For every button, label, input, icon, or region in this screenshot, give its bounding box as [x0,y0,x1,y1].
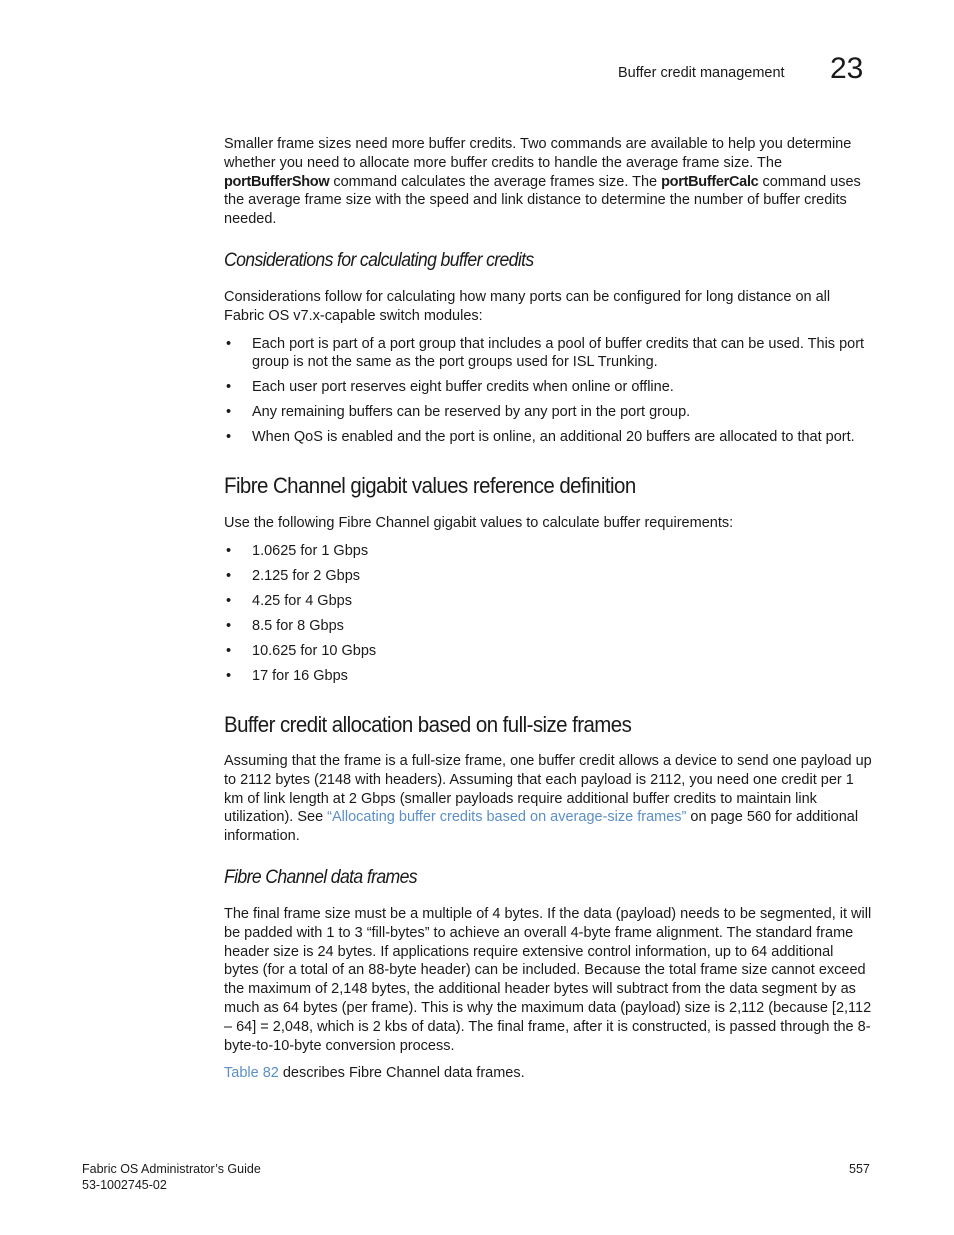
list-item [224,542,872,561]
command-portbuffershow: portBufferShow [224,173,330,190]
fullsize-text-2: on page 560 for additional information. [224,809,859,845]
fullsize-section [224,712,872,738]
footer-left [82,1162,261,1193]
list-item-text: Each user port reserves eight buffer credits when online or offline. [252,379,674,396]
intro-paragraph [224,135,872,229]
considerations-body [224,288,872,447]
footer-guide-title: Fabric OS Administrator’s Guide [82,1162,261,1176]
gigabit-heading: Fibre Channel gigabit values reference definition [224,473,636,498]
list-item [224,378,872,397]
gigabit-intro: Use the following Fibre Channel gigabit values to calculate buffer requirements: [224,515,734,531]
list-item-text: When QoS is enabled and the port is online, an additional 20 buffers are allocated to that port. [252,428,855,445]
cross-reference-link[interactable]: “Allocating buffer credits based on average-size frames” [327,809,687,826]
fullsize-text-1: Assuming that the frame is a full-size frame, one buffer credit allows a device to send one payload up to 2112 bytes (2148 with headers). Assuming that each payload is 2112, you need one credit per 1 km of link length at 2 Gbps (smaller payloads require additional buffer credits to maintain link utilization). See [224,753,872,826]
dataframes-paragraph: The final frame size must be a multiple of 4 bytes. If the data (payload) needs to be segmented, it will be padded with 1 to 3 “fill-bytes” to achieve an overall 4-byte frame alignment. The standard frame header size is 24 bytes. If applications require extensive control information, up to 64 additional bytes (for a total of an 88-byte header) can be included. Because the total frame size cannot exceed the maximum of 2,148 bytes, the additional header bytes will subtract from the data segment by as much as 64 bytes (per frame). This is why the maximum data (payload) size is 2,112 (because [2,112 – 64] = 2,048, which is 2 kbs of data). The final frame, after it is constructed, is passed through the 8-byte-to-10-byte conversion process. [224,906,872,1054]
gigabit-section [224,473,872,499]
intro-text-2: command calculates the average frames size. The [329,173,662,190]
running-header-section-title: Buffer credit management [618,65,785,81]
bullet-icon: • [226,428,232,445]
dataframes-heading: Fibre Channel data frames [224,867,417,888]
list-item-text: Any remaining buffers can be reserved by any port in the port group. [252,403,691,420]
fullsize-heading: Buffer credit allocation based on full-size frames [224,712,632,737]
bullet-icon: • [226,592,232,609]
list-item-text: 17 for 16 Gbps [252,667,348,684]
bullet-icon: • [226,379,232,396]
list-item [224,642,872,661]
list-item [224,567,872,586]
intro-block [224,135,872,229]
fullsize-body [224,752,872,846]
dataframes-section [224,867,872,889]
chapter-number: 23 [830,52,864,85]
bullet-icon: • [226,567,232,584]
bullet-icon: • [226,542,232,559]
list-item [224,667,872,686]
list-item [224,335,872,373]
footer-doc-number: 53-1002745-02 [82,1177,167,1192]
list-item-text: 10.625 for 10 Gbps [252,642,377,659]
bullet-icon: • [226,642,232,659]
considerations-section [224,250,872,272]
considerations-list [224,335,872,447]
gigabit-list [224,542,872,686]
considerations-heading: Considerations for calculating buffer credits [224,250,534,271]
dataframes-body [224,905,872,1083]
considerations-intro: Considerations follow for calculating how many ports can be configured for long distance on all Fabric OS v7.x-capable switch modules: [224,289,831,324]
bullet-icon: • [226,335,232,352]
footer-page-number: 557 [849,1162,870,1176]
list-item-text: Each port is part of a port group that includes a pool of buffer credits that can be used. This port group is not the same as the port groups used for ISL Trunking. [252,335,865,371]
table-reference-text: describes Fibre Channel data frames. [278,1064,525,1081]
list-item [224,428,872,447]
intro-text-1: Smaller frame sizes need more buffer credits. Two commands are available to help you determine whether you need to allocate more buffer credits to handle the average frame size. The [224,136,852,171]
bullet-icon: • [226,617,232,634]
bullet-icon: • [226,403,232,420]
bullet-icon: • [226,667,232,684]
list-item [224,592,872,611]
intro-text-3: command uses the average frame size with the speed and link distance to determine the number of buffer credits needed. [224,173,861,228]
list-item-text: 4.25 for 4 Gbps [252,592,352,609]
fullsize-paragraph [224,752,872,846]
list-item-text: 2.125 for 2 Gbps [252,567,361,584]
command-portbuffercalc: portBufferCalc [661,173,759,190]
list-item-text: 8.5 for 8 Gbps [252,617,344,634]
list-item-text: 1.0625 for 1 Gbps [252,542,369,559]
table-reference-paragraph [224,1064,872,1083]
gigabit-body [224,514,872,686]
list-item [224,617,872,636]
table-reference-link[interactable]: Table 82 [224,1064,279,1081]
list-item [224,403,872,422]
